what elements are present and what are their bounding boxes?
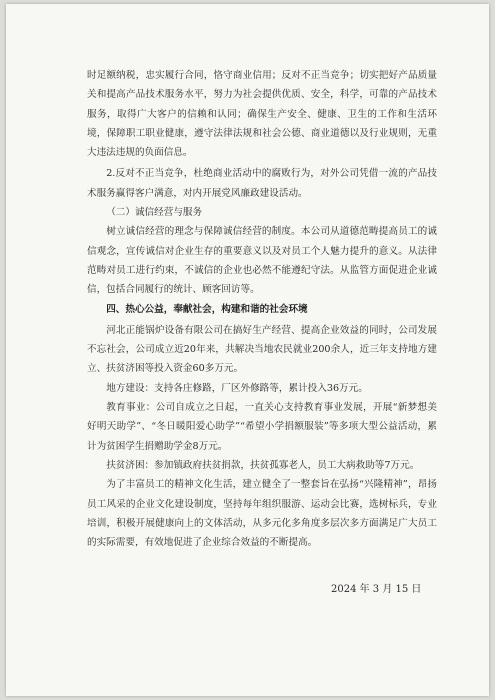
paragraph-education: 教育事业：公司自成立之日起，一直关心支持教育事业发展，开展“新梦想美好明天助学”、“冬日暖阳爱心助学”“希望小学捐额服装”等多项大型公益活动，累计为贫困学生捐赠助学金8万元。 bbox=[87, 402, 437, 452]
paragraph-integrity: 树立诚信经营的理念与保障诚信经营的制度。本公司从道德范畴提高员工的诚信观念，宣传诚信对企业生存的重要意义以及对员工个人魅力提升的意义。从法律范畴对员工进行约束，不诚信的企业也必然不能遵纪守法。从监管方面促进企业诚信，包括合同履行的统计、顾客回访等。 bbox=[87, 226, 437, 296]
document-date: 2024 年 3 月 15 日 bbox=[331, 584, 422, 595]
section-heading-public-welfare: 四、热心公益，奉献社会，构建和谐的社会环境 bbox=[106, 303, 308, 315]
paragraph-anti-competition: 2.反对不正当竞争，杜绝商业活动中的腐败行为，对外公司凭借一流的产品技术服务赢得客户满意，对内开展党风廉政建设活动。 bbox=[87, 168, 437, 199]
paragraph-poverty-relief: 扶贫济困：参加镇政府扶贫捐款，扶贫孤寡老人，员工大病救助等7万元。 bbox=[106, 459, 420, 471]
document-body bbox=[87, 66, 437, 552]
paragraph-company-contribution: 河北正能锅炉设备有限公司在搞好生产经营、提高企业效益的同时，公司发展不忘社会，公司成立近20年来，共解决当地农民就业200余人，近三年支持地方建立、扶贫济困等投入资金60多万元。 bbox=[87, 324, 437, 375]
paragraph-obligations: 时足额纳税，忠实履行合同，恪守商业信用；反对不正当竞争；切实把好产品质量关和提高产品技术服务水平，努力为社会提供优质、安全，科学，可靠的产品技术服务，取得广大客户的信赖和认同；确保生产安全、健康、卫生的工作和生活环境，保障职工职业健康，遵守法律法规和社会公德、商业道德以及行业规则，无重大违法违规的负面信息。 bbox=[87, 70, 437, 159]
paragraph-local-construction: 地方建设：支持各庄修路，厂区外修路等，累计投入36万元。 bbox=[106, 382, 368, 394]
document-page bbox=[6, 4, 489, 696]
subheading-integrity: （二）诚信经营与服务 bbox=[106, 207, 203, 219]
paragraph-culture: 为了丰富员工的精神文化生活，建立健全了一整套旨在弘扬“兴隆精神”，昂扬员工风采的企业文化建设制度，坚持每年组织服游、运动会比赛，选树标兵，专业培训，积极开展健康向上的文体活动，从多元化多角度多层次多方面满足广大员工的实际需要，有效地促进了企业综合效益的不断提高。 bbox=[87, 479, 437, 549]
